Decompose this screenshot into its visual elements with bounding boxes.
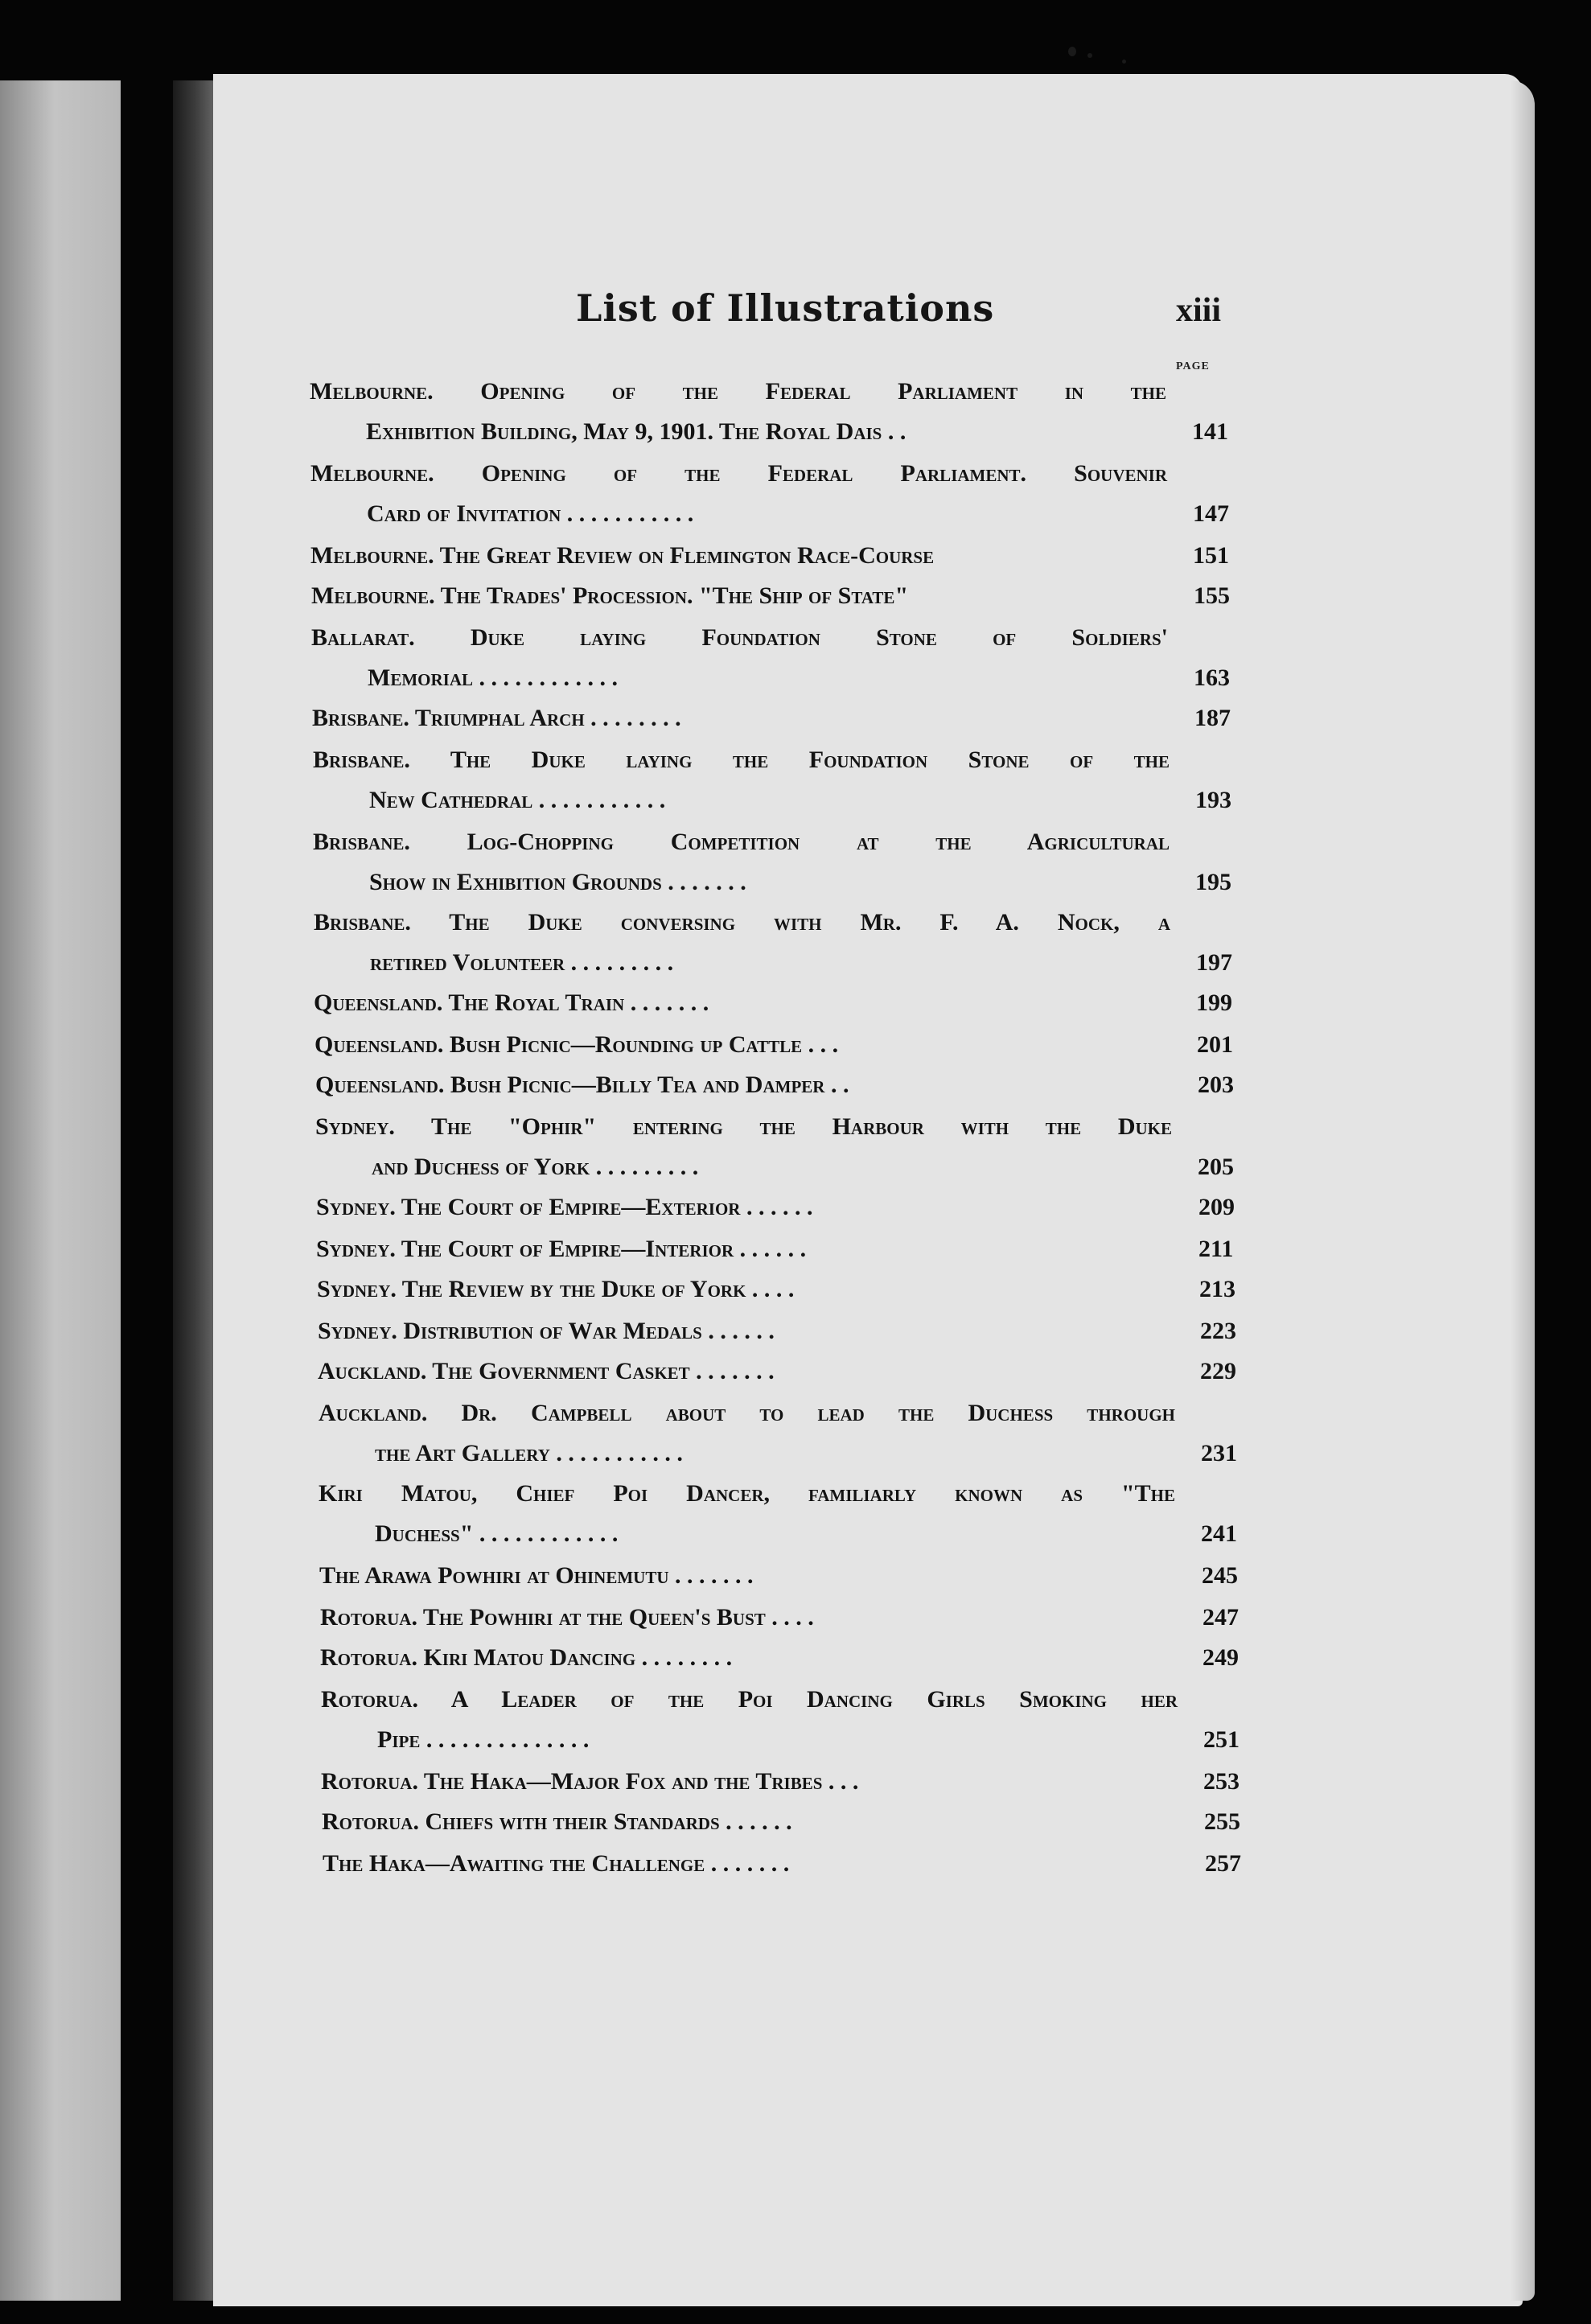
illustration-page-number: 205 [1198,1154,1234,1180]
illustration-page-number: 249 [1202,1644,1239,1671]
illustration-title-continuation: Exhibition Building, May 9, 1901. The Royal Dais . . [366,418,906,445]
illustration-page-number: 201 [1197,1031,1233,1058]
illustration-title-line: Queensland. The Royal Train . . . . . . . [314,989,709,1016]
illustration-title-line: Rotorua. Chiefs with their Standards . . . . . . [322,1808,792,1835]
illustration-page-number: 241 [1201,1520,1237,1547]
illustration-title-line: Rotorua. A Leader of the Poi Dancing Girls Smoking her [321,1686,1178,1713]
illustration-page-number: 251 [1203,1726,1240,1753]
illustration-title-line: Rotorua. The Haka—Major Fox and the Tribes . . . [321,1768,859,1795]
illustration-page-number: 255 [1204,1808,1240,1835]
illustration-title-continuation: and Duchess of York . . . . . . . . . [372,1154,699,1180]
scan-speck [1122,60,1126,64]
running-head: List of Illustrations [576,286,995,330]
illustration-title-line: Sydney. The Review by the Duke of York . . . . [317,1276,795,1302]
illustration-page-number: 253 [1203,1768,1240,1795]
illustration-title-line: Queensland. Bush Picnic—Rounding up Cattle . . . [314,1031,839,1058]
illustration-page-number: 197 [1196,949,1232,976]
illustration-page-number: 245 [1202,1562,1238,1589]
illustration-title-line: Auckland. The Government Casket . . . . . . . [318,1358,775,1384]
illustration-title-line: The Arawa Powhiri at Ohinemutu . . . . . . . [319,1562,754,1589]
illustration-page-number: 155 [1194,582,1230,609]
illustration-page-number: 247 [1202,1604,1239,1631]
illustration-page-number: 203 [1198,1072,1234,1098]
illustration-title-line: Brisbane. The Duke laying the Foundation Stone of the [313,747,1170,773]
illustration-title-line: The Haka—Awaiting the Challenge . . . . . . . [323,1850,790,1877]
illustration-page-number: 229 [1200,1358,1236,1384]
illustration-page-number: 141 [1192,418,1228,445]
illustration-page-number: 213 [1199,1276,1235,1302]
illustration-page-number: 163 [1194,664,1230,691]
illustration-title-continuation: New Cathedral . . . . . . . . . . . [369,787,666,813]
illustration-page-number: 195 [1195,869,1231,895]
illustration-title-line: Melbourne. Opening of the Federal Parliament in the [310,378,1166,405]
illustration-title-continuation: Duchess" . . . . . . . . . . . . [375,1520,619,1547]
illustration-page-number: 223 [1200,1318,1236,1344]
illustration-page-number: 209 [1198,1194,1235,1220]
illustration-page-number: 211 [1198,1236,1234,1262]
illustration-page-number: 151 [1193,542,1229,569]
illustration-page-number: 147 [1193,500,1229,527]
illustration-title-line: Melbourne. The Great Review on Flemington Race-Course [310,542,935,569]
illustration-title-continuation: Card of Invitation . . . . . . . . . . . [367,500,694,527]
illustration-title-line: Rotorua. Kiri Matou Dancing . . . . . . . . [320,1644,733,1671]
illustration-title-continuation: Show in Exhibition Grounds . . . . . . . [369,869,746,895]
illustration-title-line: Rotorua. The Powhiri at the Queen's Bust . . . . [320,1604,814,1631]
illustration-page-number: 257 [1205,1850,1241,1877]
illustration-title-line: Brisbane. Log-Chopping Competition at the Agricultural [313,829,1170,855]
illustration-page-number: 231 [1201,1440,1237,1466]
illustration-title-line: Auckland. Dr. Campbell about to lead the Duchess through [319,1400,1175,1426]
illustration-page-number: 199 [1196,989,1232,1016]
illustration-title-continuation: retired Volunteer . . . . . . . . . [370,949,674,976]
illustration-title-line: Sydney. The "Ophir" entering the Harbour with the Duke [315,1113,1172,1140]
illustration-title-line: Brisbane. The Duke conversing with Mr. F. A. Nock, a [314,909,1170,936]
scan-speck [1087,53,1092,58]
illustration-title-continuation: Pipe . . . . . . . . . . . . . . [377,1726,590,1753]
illustration-title-line: Sydney. Distribution of War Medals . . . . . . [318,1318,775,1344]
page-column-label: PAGE [1176,360,1210,372]
illustration-title-line: Brisbane. Triumphal Arch . . . . . . . . [312,705,681,731]
page-number: xiii [1176,292,1222,329]
illustration-title-continuation: the Art Gallery . . . . . . . . . . . [375,1440,683,1466]
illustration-title-line: Kiri Matou, Chief Poi Dancer, familiarly known as "The [319,1480,1175,1507]
illustration-title-line: Sydney. The Court of Empire—Exterior . . . . . . [316,1194,813,1220]
illustration-title-line: Sydney. The Court of Empire—Interior . . . . . . [316,1236,807,1262]
illustration-title-line: Ballarat. Duke laying Foundation Stone of Soldiers' [311,624,1168,651]
illustration-title-line: Queensland. Bush Picnic—Billy Tea and Damper . . [315,1072,849,1098]
illustration-page-number: 193 [1195,787,1231,813]
scan-speck [1068,47,1076,56]
illustration-page-number: 187 [1194,705,1231,731]
illustration-title-continuation: Memorial . . . . . . . . . . . . [368,664,618,691]
illustration-title-line: Melbourne. The Trades' Procession. "The Ship of State" [311,582,909,609]
illustration-title-line: Melbourne. Opening of the Federal Parliament. Souvenir [310,460,1167,487]
